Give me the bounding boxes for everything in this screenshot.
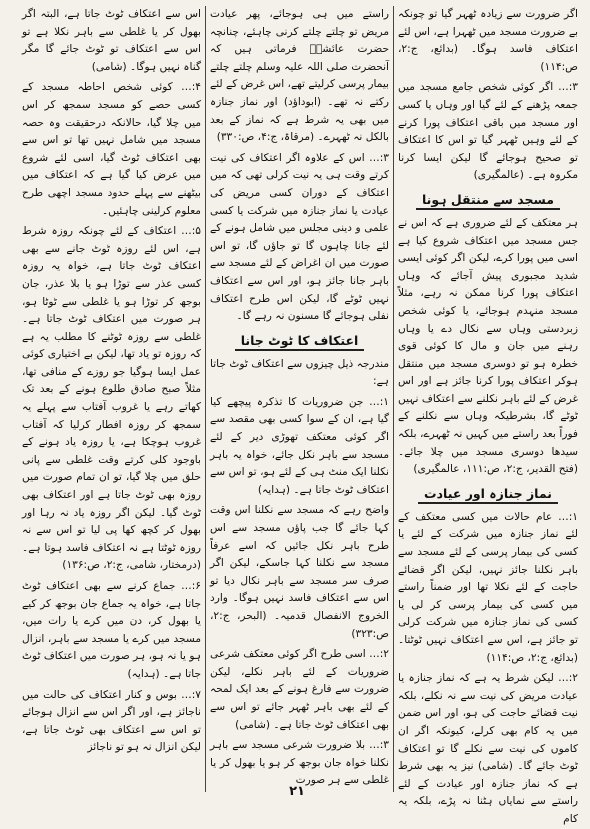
heading-text: نماز جنازہ اور عیادت [418, 486, 558, 504]
paragraph: ۷:… بوس و کنار اعتکاف کی حالت میں ناجائز ہے، اور اگر اس سے انزال ہوجائے تو اس سے اعتکاف بھی ٹوٹ جاتا ہے، لیکن انزال نہ ہو تو ناجائز [22, 688, 201, 754]
paragraph: ۲:… اسی طرح اگر کوئی معتکف شرعی ضروریات کے لئے باہر نکلے، لیکن ضرورت سے فارغ ہونے کے بعد ایک لمحہ کے لئے بھی باہر ٹھہر جائے تو اس سے بھی اعتکاف ٹوٹ جاتا ہے۔ (شامی) [210, 648, 389, 731]
paragraph: ۲:… لیکن شرط یہ ہے کہ نماز جنازہ یا عیادت مریض کی نیت سے نہ نکلے، بلکہ نیت قضائے حاجت کی ہو، اور اس ضمن میں یہ کام بھی کرلے، کیونکہ اگر ان کاموں کی نیت سے نکلے گا تو اعتکاف ٹوٹ جائے گا۔ (شامی) نیز یہ بھی شرط ہے کہ نماز جنازہ اور عیادت کے لئے راستے سے نمایاں ہٹنا نہ پڑے، بلکہ یہ کام [398, 672, 578, 825]
paragraph: ۳:… اگر کوئی شخص جامع مسجد میں جمعہ پڑھنے کے لئے گیا اور وہاں یا کسی اور مسجد میں باقی اعتکاف پورا کرنے کے لئے وہیں ٹھہر گیا تو اس کا اعتکاف تو صحیح ہوجائے گا لیکن ایسا کرنا مکروہ ہے۔ (عالمگیری) [398, 81, 578, 182]
paragraph: اگر ضرورت سے زیادہ ٹھہر گیا تو چونکہ بے ضرورت مسجد میں ٹھہرا ہے، اس لئے اعتکاف فاسد ہوگا۔ (بدائع، ج:۲، ص:۱۱۴) [398, 8, 578, 73]
right-column [394, 6, 582, 825]
paragraph: ۱:… جن ضروریات کا تذکرہ پیچھے کیا گیا ہے، ان کے سوا کسی بھی مقصد سے اگر کوئی معتکف تھوڑی دیر کے لئے مسجد سے باہر نکل جائے، خواہ یہ باہر نکلنا ایک منٹ ہی کے لئے ہو، تو اس سے اعتکاف ٹوٹ جاتا ہے۔ (ہدایہ) [210, 395, 389, 496]
paragraph: ۵:… اعتکاف کے لئے چونکہ روزہ شرط ہے، اس لئے روزہ ٹوٹ جانے سے بھی اعتکاف ٹوٹ جاتا ہے، خواہ یہ روزہ کسی عذر سے توڑا ہو یا بلا عذر، جان بوجھ کر توڑا ہو یا غلطی سے ٹوٹا ہو، ہر صورت میں اعتکاف ٹوٹ جاتا ہے۔ غلطی سے روزہ ٹوٹنے کا مطلب یہ ہے کہ روزہ تو یاد تھا، لیکن بے اختیاری کوئی عمل ایسا ہوگیا جو روزے کے منافی تھا، مثلاً صبح صادق طلوع ہونے کے بعد تک کھاتے رہے یا غروب آفتاب سے پہلے یہ سمجھ کر روزہ افطار کرلیا کہ آفتاب غروب ہوچکا ہے، یا روزہ یاد ہونے کے باوجود کلی کرتے وقت غلطی سے پانی حلق میں چلا گیا، تو ان تمام صورت میں روزہ بھی ٹوٹ جاتا ہے اور اعتکاف بھی ٹوٹ گیا۔ لیکن اگر روزہ یاد نہ رہا اور بھول کر کچھ کھا پی لیا تو اس سے نہ روزہ ٹوٹتا ہے نہ اعتکاف فاسد ہوتا ہے۔ (درمختار، شامی، ج:۲، ص:۱۳۶) [22, 225, 201, 572]
heading-text: اعتکاف کا ٹوٹ جانا [235, 333, 365, 351]
page-number: ۲۱ [289, 784, 305, 799]
section-heading [398, 485, 578, 503]
paragraph: ۱:… عام حالات میں کسی معتکف کے لئے نماز جنازہ میں شرکت کے لئے یا کسی کی بیمار پرسی کے لئے مسجد سے باہر نکلنا جائز نہیں، لیکن اگر قضائے حاجت کے لئے نکلا تھا اور ضمناً راستے میں کسی کی بیمار پرسی کر لی یا کسی کی نماز جنازہ میں شرکت کرلی تو جائز ہے، اس سے اعتکاف نہیں ٹوٹتا۔ (بدائع، ج:۲، ص:۱۱۴) [398, 510, 578, 664]
paragraph: ۳:… اس کے علاوہ اگر اعتکاف کی نیت کرتے وقت ہی یہ نیت کرلی تھی کہ میں اعتکاف کے دوران کسی مریض کی عیادت یا نماز جنازہ میں شرکت یا کسی علمی و دینی مجلس میں شامل ہونے کے لئے جانا چاہوں گا تو جاؤں گا، تو اس صورت میں ان اغراض کے لئے مسجد سے باہر جانا جائز ہو، اور اس سے اعتکاف نہیں ٹوٹے گا، لیکن اس طرح اعتکاف نفلی ہوجائے گا مسنون نہ رہے گا۔ [210, 151, 389, 323]
document-page [8, 6, 582, 825]
heading-text: مسجد سے منتقل ہونا [416, 192, 560, 210]
section-heading [210, 332, 389, 350]
paragraph: ۴:… کوئی شخص احاطہ مسجد کے کسی حصے کو مسجد سمجھ کر اس میں چلا گیا، حالانکہ درحقیقت وہ حصہ مسجد میں شامل نہیں تھا تو اس سے بھی اعتکاف ٹوٹ گیا، اسی لئے شروع میں عرض کیا گیا ہے کہ اعتکاف میں بیٹھنے سے پہلے حدود مسجد اچھی طرح معلوم کرلینی چاہئیں۔ [22, 81, 201, 217]
left-column [18, 6, 206, 792]
paragraph: ۳:… بلا ضرورت شرعی مسجد سے باہر نکلنا خواہ جان بوجھ کر ہو یا بھول کر یا غلطی سے ہر صورت [210, 739, 389, 787]
paragraph: ۶:… جماع کرنے سے بھی اعتکاف ٹوٹ جاتا ہے، خواہ یہ جماع جان بوجھ کر کیے یا بھول کر، دن میں کرے یا رات میں، مسجد میں کرے یا مسجد سے باہر، انزال ہو یا نہ ہو، ہر صورت میں اعتکاف ٹوٹ جاتا ہے۔ (ہدایہ) [22, 580, 201, 680]
paragraph: راستے میں ہی ہوجائے، پھر عیادت مریض تو چلتے چلتے کرنی چاہئے، چنانچہ حضرت عائشہؓ فرماتی ہیں کہ آنحضرت صلی اللہ علیہ وسلم چلتے چلتے بیمار پرسی کرلیتے تھے، اس غرض کے لئے رکتے نہ تھے۔ (ابوداؤد) اور نماز جنازہ میں بھی یہ شرط ہے کہ نماز کے بعد بالکل نہ ٹھہرے۔ (مرقاۃ، ج:۴، ص:۳۳۰) [210, 8, 389, 144]
paragraph: واضح رہے کہ مسجد سے نکلنا اس وقت کہا جائے گا جب پاؤں مسجد سے اس طرح باہر نکل جائیں کہ اسے عرفاً مسجد سے نکلنا کہا جاسکے، لیکن اگر صرف سر مسجد سے باہر نکال دیا تو اس سے اعتکاف فاسد نہیں ہوگا۔ وارد الخروج الانفصال قدمیہ۔ (البحر، ج:۲، ص:۳۲۳) [210, 504, 389, 640]
middle-column [206, 6, 394, 792]
paragraph: مندرجہ ذیل چیزوں سے اعتکاف ٹوٹ جاتا ہے: [210, 357, 389, 388]
paragraph: اس سے اعتکاف ٹوٹ جاتا ہے، البتہ اگر بھول کر یا غلطی سے باہر نکلا ہے تو اس سے اعتکاف تو ٹوٹ جائے گا مگر گناہ نہیں ہوگا۔ (شامی) [22, 8, 201, 73]
section-heading [398, 191, 578, 209]
paragraph: ہر معتکف کے لئے ضروری ہے کہ اس نے جس مسجد میں اعتکاف شروع کیا ہے اسی میں پورا کرے، لیکن اگر کوئی ایسی شدید مجبوری پیش آجائے کہ وہاں اعتکاف پورا کرنا ممکن نہ رہے، مثلاً مسجد منہدم ہوجائے، یا کوئی شخص زبردستی وہاں سے نکال دے یا وہاں رہنے میں جان و مال کا کوئی قوی خطرہ ہو تو دوسری مسجد میں منتقل ہوکر اعتکاف پورا کرنا جائز ہے اور اس غرض کے لئے باہر نکلنے سے اعتکاف نہیں ٹوٹے گا، بشرطیکہ وہاں سے نکلنے کے فوراً بعد راستے میں کہیں نہ ٹھہرے، بلکہ سیدھا دوسری مسجد میں چلا جائے۔ (فتح القدیر، ج:۲، ص:۱۱۱، عالمگیری) [398, 216, 578, 476]
